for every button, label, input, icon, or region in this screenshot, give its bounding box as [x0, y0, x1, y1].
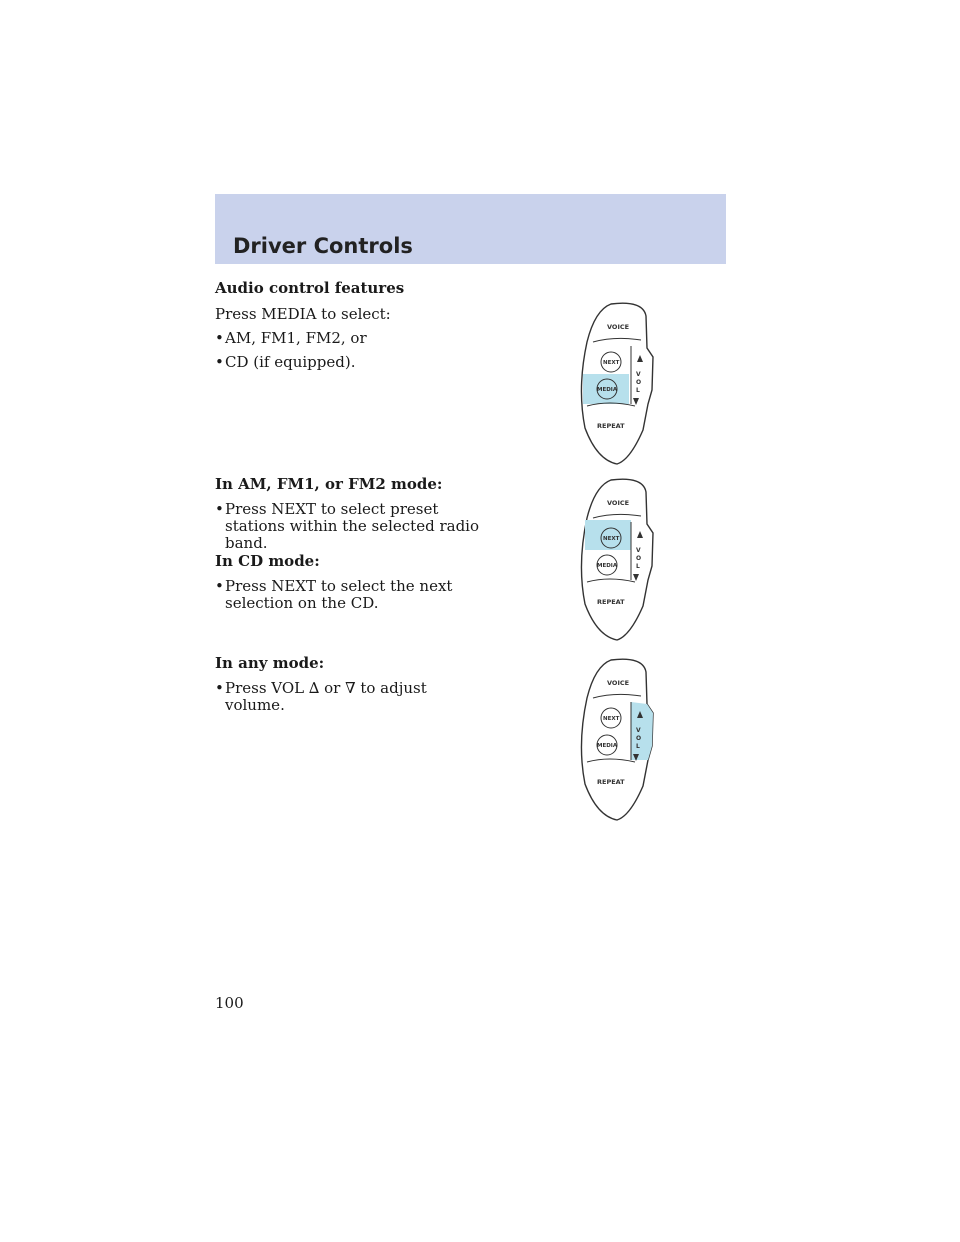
any-mode-bullet: • Press VOL ∆ or ∇ to adjust volume. — [215, 679, 427, 714]
next-label: NEXT — [603, 536, 620, 542]
vol-l-label: L — [636, 387, 640, 394]
repeat-label: REPEAT — [597, 422, 625, 430]
any-mode-heading: In any mode: — [215, 654, 325, 672]
highlight-vol — [631, 702, 653, 760]
media-label: MEDIA — [597, 387, 618, 393]
media-label: MEDIA — [597, 563, 618, 569]
vol-l-label: L — [636, 563, 640, 570]
media-intro: Press MEDIA to select: — [215, 305, 391, 323]
section-header-band — [215, 194, 726, 264]
media-item-1: • AM, FM1, FM2, or — [215, 329, 367, 347]
vol-o-label: O — [636, 735, 642, 742]
vol-o-label: O — [636, 379, 642, 386]
vol-v-label: V — [636, 727, 641, 734]
steering-control-diagram-next — [575, 476, 655, 641]
steering-control-diagram-vol — [575, 656, 655, 821]
voice-label: VOICE — [607, 679, 630, 687]
vol-v-label: V — [636, 547, 641, 554]
am-mode-heading: In AM, FM1, or FM2 mode: — [215, 475, 443, 493]
repeat-label: REPEAT — [597, 778, 625, 786]
audio-heading: Audio control features — [215, 279, 405, 297]
voice-label: VOICE — [607, 499, 630, 507]
media-item-2: • CD (if equipped). — [215, 353, 356, 371]
steering-control-diagram-media — [575, 300, 655, 465]
vol-v-label: V — [636, 371, 641, 378]
section-title: Driver Controls — [233, 234, 413, 258]
page-number: 100 — [215, 994, 244, 1012]
cd-mode-heading: In CD mode: — [215, 552, 320, 570]
voice-label: VOICE — [607, 323, 630, 331]
vol-l-label: L — [636, 743, 640, 750]
cd-mode-bullet: • Press NEXT to select the next selection on the CD. — [215, 577, 453, 612]
media-label: MEDIA — [597, 743, 618, 749]
repeat-label: REPEAT — [597, 598, 625, 606]
am-mode-bullet: • Press NEXT to select preset stations within the selected radio band. — [215, 500, 480, 552]
next-label: NEXT — [603, 360, 620, 366]
next-label: NEXT — [603, 716, 620, 722]
vol-o-label: O — [636, 555, 642, 562]
